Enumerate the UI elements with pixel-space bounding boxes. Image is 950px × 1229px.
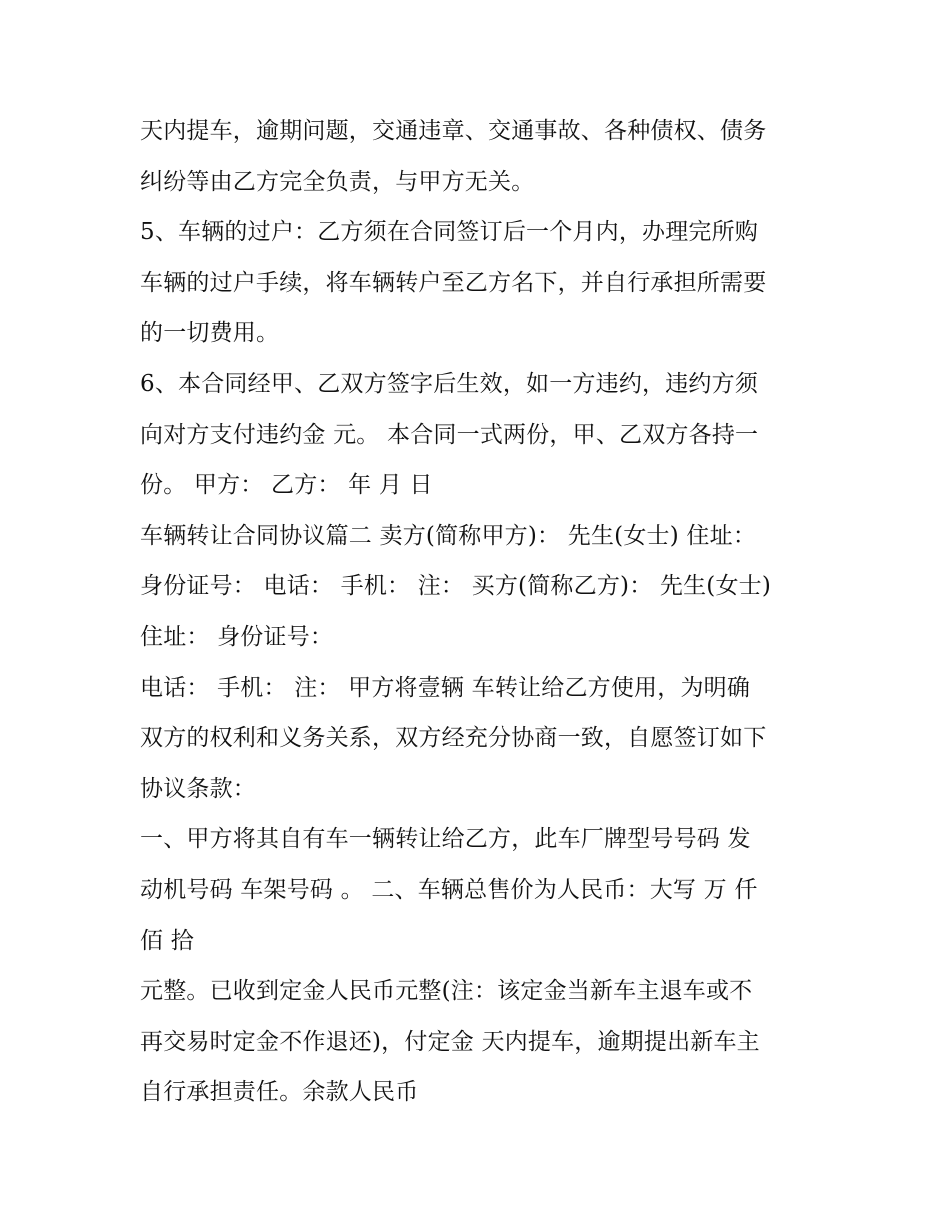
- text-line: 纠纷等由乙方完全负责，与甲方无关。: [140, 168, 535, 195]
- document-body: [140, 106, 830, 1118]
- text-line: 住址： 身份证号：: [140, 623, 334, 650]
- text-line: 车辆的过户手续，将车辆转户至乙方名下，并自行承担所需要: [140, 269, 767, 296]
- text-line: 向对方支付违约金 元。 本合同一式两份，甲、乙双方各持一: [140, 421, 759, 448]
- text-line: 佰 拾: [140, 927, 194, 954]
- text-line: 身份证号： 电话： 手机： 注： 买方(简称乙方)： 先生(女士): [140, 573, 772, 600]
- text-line: 双方的权利和义务关系，双方经充分协商一致，自愿签订如下: [140, 725, 767, 752]
- text-line: 的一切费用。: [140, 320, 280, 347]
- text-line: 电话： 手机： 注： 甲方将壹辆 车转让给乙方使用，为明确: [140, 674, 751, 701]
- text-line: 元整。已收到定金人民币元整(注：该定金当新车主退车或不: [140, 978, 753, 1005]
- text-line: 协议条款：: [140, 775, 256, 802]
- text-line: 动机号码 车架号码 。 二、车辆总售价为人民币：大写 万 仟: [140, 876, 758, 903]
- text-line: 6、本合同经甲、乙双方签字后生效，如一方违约，违约方须: [140, 370, 759, 397]
- text-line: 车辆转让合同协议篇二 卖方(简称甲方)： 先生(女士) 住址：: [140, 522, 757, 549]
- text-line: 自行承担责任。余款人民币: [140, 1079, 419, 1106]
- text-line: 份。 甲方： 乙方： 年 月 日: [140, 472, 433, 499]
- text-line: 再交易时定金不作退还)，付定金 天内提车，逾期提出新车主: [140, 1028, 760, 1055]
- text-line: 天内提车，逾期问题，交通违章、交通事故、各种债权、债务: [140, 118, 767, 144]
- text-line: 一、甲方将其自有车一辆转让给乙方，此车厂牌型号号码 发: [140, 826, 751, 853]
- text-line: 5、车辆的过户：乙方须在合同签订后一个月内，办理完所购: [140, 219, 759, 246]
